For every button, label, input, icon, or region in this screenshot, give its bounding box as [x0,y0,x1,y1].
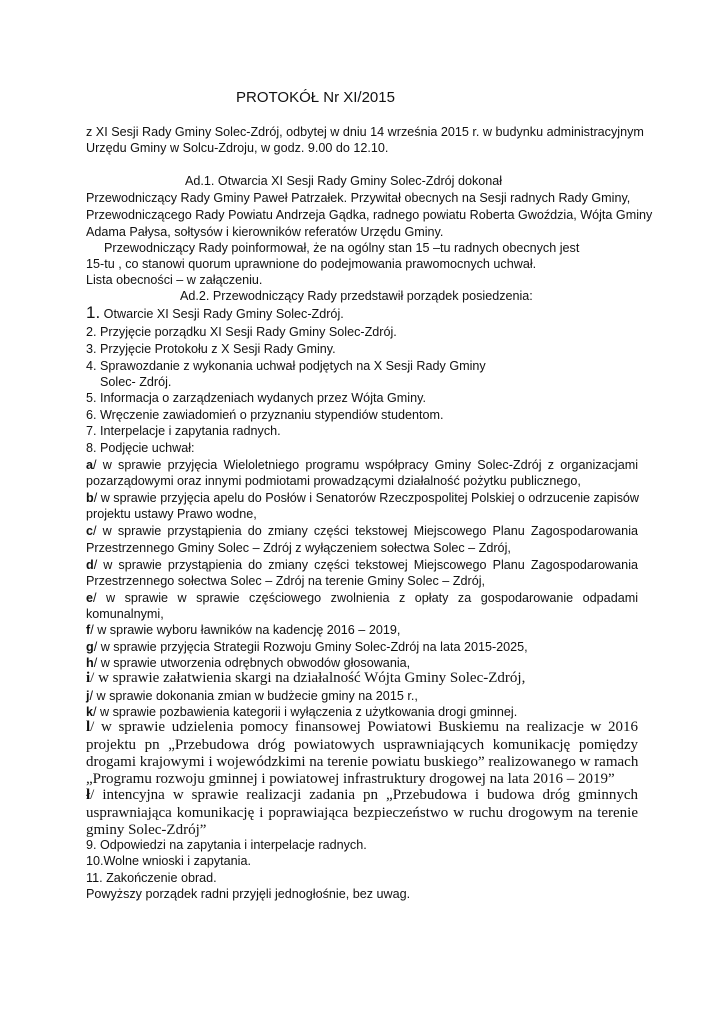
resolution-letter: f [86,623,91,637]
resolution-letter: h [86,656,94,670]
resolution-text: / w sprawie w sprawie częściowego zwolnienia z opłaty za gospodarowanie odpadami [93,591,638,605]
agenda-item: 7. Interpelacje i zapytania radnych. [86,424,281,438]
resolution-letter: j [86,689,90,703]
ad1-heading: Ad.1. Otwarcia XI Sesji Rady Gminy Solec-Zdrój dokonał [185,174,503,188]
resolution-b [86,490,638,506]
resolution-letter: c [86,524,94,538]
resolution-letter: l [86,719,91,735]
resolution-e [86,590,638,606]
resolution-letter: e [86,591,94,605]
resolution-text: / w sprawie przyjęcia Strategii Rozwoju Gminy Solec-Zdrój na lata 2015-2025, [93,640,528,654]
resolution-text: gminy Solec-Zdrój” [86,822,207,838]
ad1-line: 15-tu , co stanowi quorum uprawnione do podejmowania prawomocnych uchwał. [86,257,537,271]
resolution-text: / w sprawie przystąpienia do zmiany części tekstowej Miejscowego Planu Zagospodarowania [93,524,638,538]
resolution-text: projektu pn „Przebudowa dróg powiatowych usprawniających komunikację pomiędzy [86,737,638,753]
resolution-letter: i [86,670,91,686]
resolution-l-stroke [86,787,638,804]
page-title: PROTOKÓŁ Nr XI/2015 [236,89,395,106]
closing-item: 9. Odpowiedzi na zapytania i interpelacje radnych. [86,838,367,852]
resolution-text: pozarządowymi oraz innymi podmiotami prowadzącymi działalność pożytku publicznego, [86,474,581,488]
agenda-item: 5. Informacja o zarządzeniach wydanych przez Wójta Gminy. [86,391,426,405]
resolution-a [86,457,638,473]
closing-summary: Powyższy porządek radni przyjęli jednogłośnie, bez uwag. [86,887,411,901]
agenda-item: 4. Sprawozdanie z wykonania uchwał podjętych na X Sesji Rady Gminy [86,359,486,373]
intro-line: Urzędu Gminy w Solcu-Zdroju, w godz. 9.00 do 12.10. [86,141,389,155]
ad2-heading: Ad.2. Przewodniczący Rady przedstawił porządek posiedzenia: [180,289,533,303]
resolution-text: Przestrzennego sołectwa Solec – Zdrój na terenie Gminy Solec – Zdrój, [86,574,485,588]
resolution-letter: d [86,558,94,572]
closing-item: 10.Wolne wnioski i zapytania. [86,854,251,868]
resolution-text: / w sprawie załatwienia skargi na działalność Wójta Gminy Solec-Zdrój, [90,670,526,686]
resolution-text: / intencyjna w sprawie realizacji zadania pn „Przebudowa i budowa dróg gminnych [90,787,638,803]
resolution-text: / w sprawie przyjęcia apelu do Posłów i Senatorów Rzeczpospolitej Polskiej o odrzucenie zapisów [93,491,640,505]
resolution-text: / w sprawie przyjęcia Wieloletniego programu współpracy Gminy Solec-Zdrój z organizacjami [93,458,638,472]
resolution-i [86,670,525,687]
resolution-h [86,655,410,671]
resolution-text: „Programu rozwoju gminnej i powiatowej infrastruktury drogowej na lata 2016 – 2019” [86,771,615,787]
resolution-text: drogami krajowymi i wojewódzkimi na terenie powiatu buskiego” realizowanego w ramach [86,754,639,770]
resolution-text: projektu ustawy Prawo wodne, [86,507,257,521]
resolution-text: usprawniająca komunikację i poprawiająca bezpieczeństwo w ruchu drogowym na terenie [86,805,638,821]
resolution-g [86,639,528,655]
resolution-letter: ł [86,787,91,803]
agenda-item-text: Otwarcie XI Sesji Rady Gminy Solec-Zdrój. [100,307,344,321]
resolution-c [86,523,638,539]
resolution-text: / w sprawie wyboru ławników na kadencję 2016 – 2019, [90,623,401,637]
resolution-letter: g [86,640,94,654]
agenda-item [86,305,344,322]
resolution-letter: b [86,491,94,505]
resolution-letter: a [86,458,94,472]
resolution-text: komunalnymi, [86,607,164,621]
resolution-letter: k [86,705,94,719]
closing-item: 11. Zakończenie obrad. [86,871,217,885]
resolution-k [86,704,517,720]
ad1-line: Adama Pałysa, sołtysów i kierowników referatów Urzędu Gminy. [86,225,444,239]
resolution-l [86,719,638,736]
ad1-line: Przewodniczący Rady Gminy Paweł Patrzałek. Przywitał obecnych na Sesji radnych Rady Gminy, [86,191,631,205]
ad1-line: Lista obecności – w załączeniu. [86,273,263,287]
resolution-text: / w sprawie przystąpienia do zmiany części tekstowej Miejscowego Planu Zagospodarowania [93,558,638,572]
agenda-item: Solec- Zdrój. [100,375,172,389]
resolution-text: / w sprawie dokonania zmian w budżecie gminy na 2015 r., [89,689,418,703]
agenda-item: 8. Podjęcie uchwał: [86,441,195,455]
agenda-item-number: 1. [86,303,101,322]
resolution-f [86,622,400,638]
resolution-d [86,557,638,573]
resolution-text: / w sprawie pozbawienia kategorii i wyłączenia z użytkowania drogi gminnej. [93,705,518,719]
agenda-item: 6. Wręczenie zawiadomień o przyznaniu stypendiów studentom. [86,408,444,422]
ad1-line: Przewodniczącego Rady Powiatu Andrzeja Gądka, radnego powiatu Roberta Gwoździa, Wójta Gminy [86,208,653,222]
resolution-j [86,688,418,704]
agenda-item: 3. Przyjęcie Protokołu z X Sesji Rady Gminy. [86,342,336,356]
ad1-line: Przewodniczący Rady poinformował, że na ogólny stan 15 –tu radnych obecnych jest [104,241,580,255]
resolution-text: / w sprawie utworzenia odrębnych obwodów głosowania, [93,656,411,670]
intro-line: z XI Sesji Rady Gminy Solec-Zdrój, odbytej w dniu 14 września 2015 r. w budynku administracyjnym [86,125,644,139]
resolution-text: Przestrzennego Gminy Solec – Zdrój z wyłączeniem sołectwa Solec – Zdrój, [86,541,511,555]
resolution-text: / w sprawie udzielenia pomocy finansowej Powiatowi Buskiemu na realizacje w 2016 [90,719,638,735]
agenda-item: 2. Przyjęcie porządku XI Sesji Rady Gminy Solec-Zdrój. [86,325,397,339]
